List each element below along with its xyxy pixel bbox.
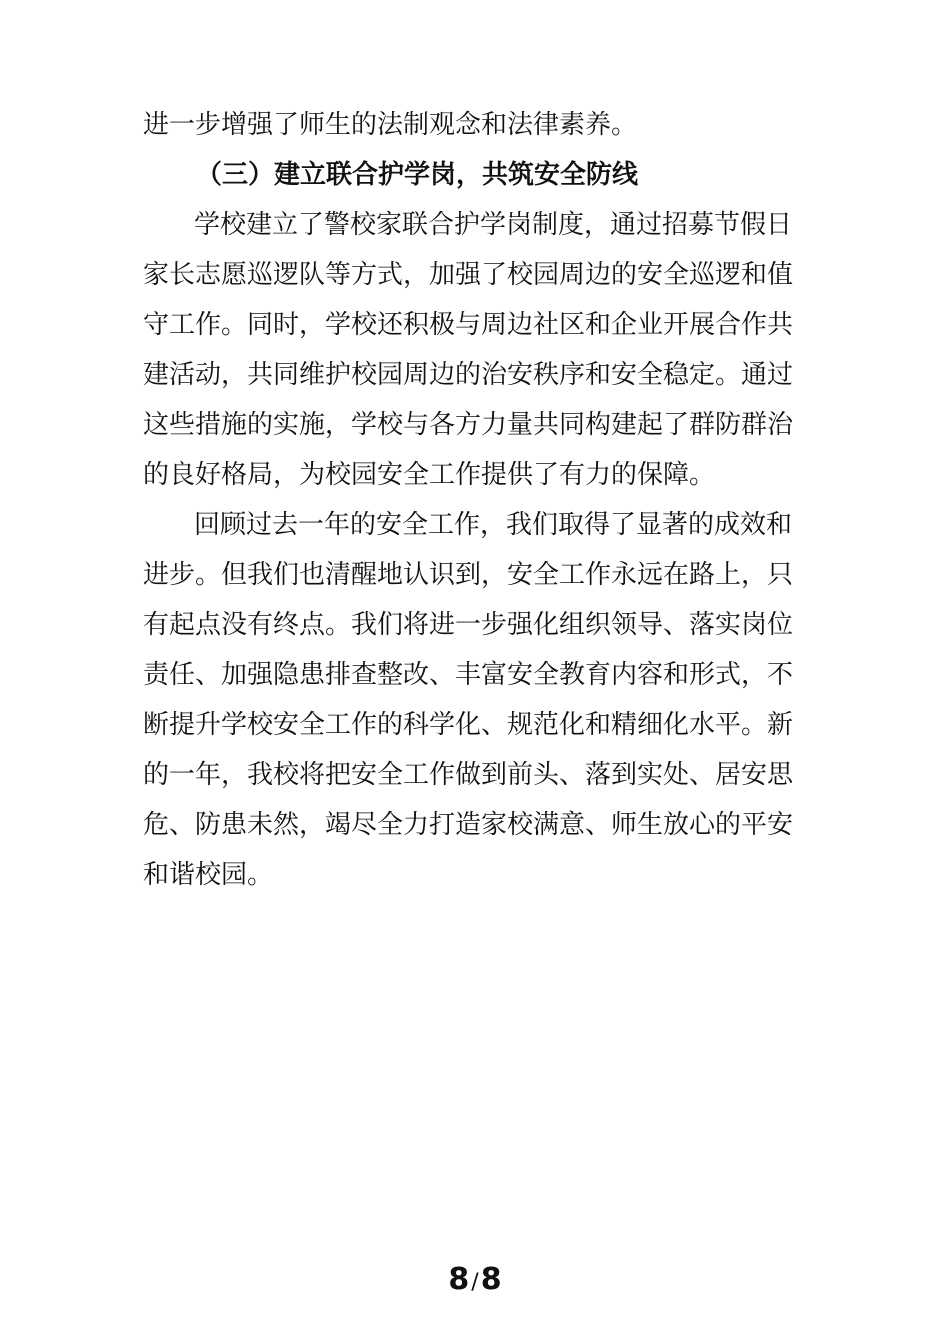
page-number [0, 1262, 950, 1301]
paragraph-line: 责任、加强隐患排查整改、丰富安全教育内容和形式，不 [143, 660, 794, 690]
paragraph-line: 学校建立了警校家联合护学岗制度，通过招募节假日 [194, 210, 793, 240]
paragraph-line: 这些措施的实施，学校与各方力量共同构建起了群防群治 [143, 410, 794, 440]
paragraph-line: 和谐校园。 [143, 860, 274, 890]
current-page-number: 8 [448, 1262, 470, 1297]
continuation-text: 进一步增强了师生的法制观念和法律素养。 [143, 110, 638, 140]
paragraph-line: 回顾过去一年的安全工作，我们取得了显著的成效和 [194, 510, 793, 540]
paragraph-line: 有起点没有终点。我们将进一步强化组织领导、落实岗位 [143, 610, 794, 640]
paragraph-line: 建活动，共同维护校园周边的治安秩序和安全稳定。通过 [143, 360, 794, 390]
page-separator: / [471, 1270, 479, 1295]
paragraph-line: 的一年，我校将把安全工作做到前头、落到实处、居安思 [143, 760, 794, 790]
paragraph-line: 的良好格局，为校园安全工作提供了有力的保障。 [143, 460, 716, 490]
paragraph-line: 家长志愿巡逻队等方式，加强了校园周边的安全巡逻和值 [143, 260, 794, 290]
paragraph-line: 进步。但我们也清醒地认识到，安全工作永远在路上，只 [143, 560, 794, 590]
total-pages-number: 8 [480, 1262, 502, 1297]
section-heading: （三）建立联合护学岗，共筑安全防线 [196, 160, 639, 190]
paragraph-line: 断提升学校安全工作的科学化、规范化和精细化水平。新 [143, 710, 794, 740]
paragraph-line: 危、防患未然，竭尽全力打造家校满意、师生放心的平安 [143, 810, 794, 840]
paragraph-line: 守工作。同时，学校还积极与周边社区和企业开展合作共 [143, 310, 794, 340]
